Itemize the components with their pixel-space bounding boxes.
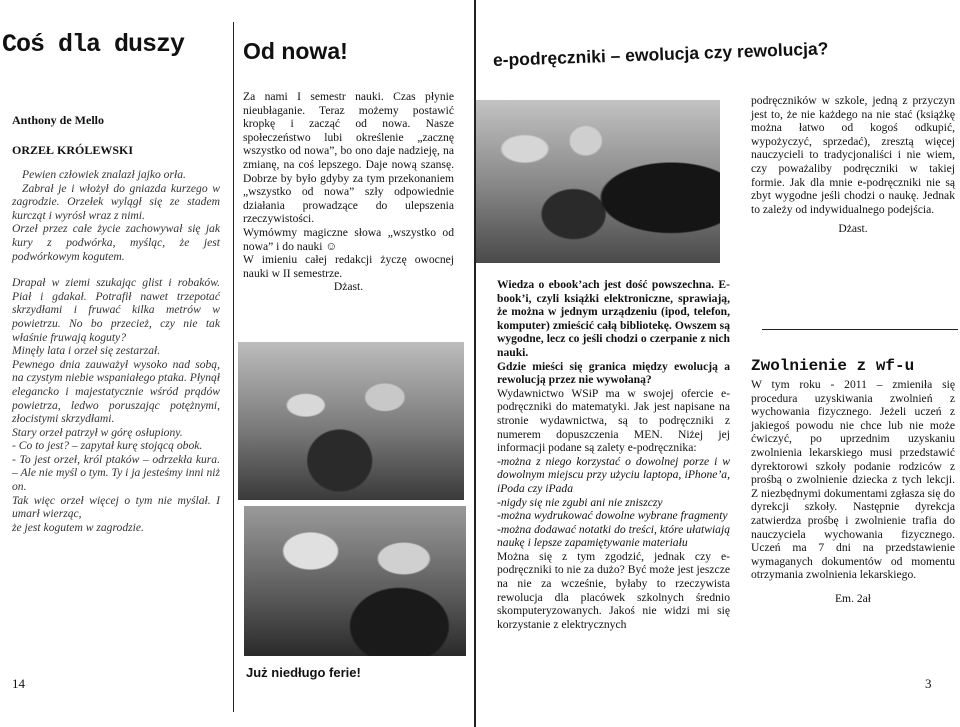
ebook-paragraph: podręczników w szkole, jedną z przyczyn jest to, że nie każdego na nie stać (książkę można łatwo od kogoś odkupić, wypożyczyć, sprzedać), zresztą więcej nauczycieli to tradycjonaliści i nie wiem, czy poważaliby podręczniki w takiej formie. Jak dla mnie e-podręczniki nie są zbyt wygodne jeśli chodzi o naukę. Jednak to zależy od indywidualnego podejścia.: [751, 94, 955, 216]
right-page-number: 3: [925, 676, 932, 691]
section-rule: [762, 329, 958, 330]
ebook-paragraph: Wydawnictwo WSiP ma w swojej ofercie e-podręczniki do matematyki. Jak jest napisane na stronie wydawnictwa, są to podręczniki z numerem dopuszczenia MEN. Niżej jej informacji podane są zalety e-podręcznika:: [497, 386, 730, 455]
poem-text: [12, 168, 220, 534]
wf-section-header: Zwolnienie z wf-u: [751, 357, 915, 375]
poem-line: - Co to jest? – zapytał kurę stojącą obok.: [12, 439, 203, 453]
poem-line: Stary orzeł patrzył w górę osłupiony.: [12, 425, 183, 439]
poem-line: Pewnego dnia zauważył wysoko nad sobą, na czystym niebie wspaniałego ptaka. Płynął elegancko i majestatycznie wśród prądów powietrza, ledwo poruszając potężnymi, złocistymi skrzydłami.: [12, 357, 221, 426]
poem-line: Pewien człowiek znalazł jajko orła.: [22, 168, 186, 181]
left-section-header: Coś dla duszy: [2, 30, 185, 59]
wf-paragraph: W tym roku - 2011 – zmieniła się procedura uzyskiwania zwolnień z wychowania fizycznego. Jeżeli uczeń z jakiegoś powodu nie chce lub nie może ćwiczyć, po uprzednim uzyskaniu zwolnienia lekarskiego musi przedstawić dyrektorowi szkoły podanie rodziców z prośbą o zwolnienie dziecka z tych lekcji. Z niezbędnymi dokumentami zgłasza się do dyrekcji szkoły. Następnie dyrekcja zatwierdza prośbę i zwolnienie trafia do nauczyciela wychowania fizycznego. Uczeń ma 7 dni na przedstawienie wymaganych dokumentów od momentu otrzymania zwolnienia lekarskiego.: [751, 378, 955, 582]
ebook-advantage: -można dodawać notatki do treści, które ułatwiają naukę i lepsze zapamiętywanie materiału: [497, 522, 730, 550]
right-section-header: e-podręczniki – ewolucja czy rewolucja?: [492, 38, 829, 70]
ebook-signature: Dżast.: [838, 222, 868, 236]
editorial-paragraph: Za nami I semestr nauki. Czas płynie nieubłaganie. Teraz możemy postawić kropkę i zacząć od nowa. Nasze społeczeństwo lubi określenie „zacznę wszystko od nowa”, bo ono daje nadzieję, na zmianę, na coś lepszego. Daje nową szansę. Dobrze by było gdyby za tym przekonaniem „wszystko od nowa” szły odpowiednie działania prowadzące do ulepszenia rzeczywistości.: [243, 90, 454, 226]
left-page-number: 14: [12, 676, 25, 691]
editorial-paragraph: W imieniu całej redakcji życzę owocnej nauki w II semestrze.: [243, 253, 454, 280]
ebook-article-col2: [751, 94, 955, 236]
poem-line: Minęły lata i orzeł się zestarzał.: [12, 344, 161, 358]
editorial-text: [243, 90, 454, 294]
editorial-paragraph: Wymówmy magiczne słowa „wszystko od nowa” i do nauki ☺: [243, 225, 454, 253]
ebook-advantage: -nigdy się nie zgubi ani nie zniszczy: [497, 495, 663, 509]
ebook-paragraph: Można się z tym zgodzić, jednak czy e-podręczniki to nie za dużo? Być może jest jeszcze na nie za wcześnie, byłaby to rzeczywista rewolucja dla placówek szkolnych średnio skomputeryzowanych. Jakoś nie widzi mi się korzystanie z elektrycznych: [497, 549, 730, 631]
poem-title: ORZEŁ KRÓLEWSKI: [12, 143, 134, 157]
poem-author: Anthony de Mello: [12, 113, 105, 127]
editorial-signature: Dżast.: [333, 280, 364, 294]
photo-caption: Już niedługo ferie!: [246, 665, 361, 680]
poem-line: Orzeł przez całe życie zachowywał się jak kury z podwórka, myśląc, że jest podwórkowym kogutem.: [12, 222, 220, 263]
poem-line: Drapał w ziemi szukając glist i robaków. Piał i gdakał. Potrafił nawet trzepotać skrzydłami i fruwać kilka metrów w powietrzu. No bo przecież, czy nie tak właśnie fruwają koguty?: [12, 276, 220, 344]
ebook-intro: Wiedza o ebook’ach jest dość powszechna. E-book’i, czyli książki elektroniczne, sprawiają, że można w jednym urządzeniu (ipod, telefon, komputer) zmieścić całą bibliotekę. Owszem są wygodne, lecz co jeśli chodzi o czerpanie z nich nauki.: [497, 278, 730, 359]
middle-section-header: Od nowa!: [243, 38, 348, 64]
students-photo: [244, 506, 466, 656]
column-divider-left: [233, 22, 234, 712]
classroom-photo: [238, 342, 464, 500]
wf-article: [751, 378, 955, 606]
ebook-advantage: -można z niego korzystać o dowolnej porze i w dowolnym miejscu przy użyciu laptopa, iPhone’a, iPoda czy iPada: [497, 454, 730, 495]
poem-line: Zabrał je i włożył do gniazda kurzego w zagrodzie. Orzełek wylągł się ze stadem kurcząt i wyrósł wraz z nimi.: [12, 181, 220, 222]
ebook-advantage: -można wydrukować dowolne wybrane fragmenty: [497, 509, 728, 523]
poem-line: Tak więc orzeł więcej o tym nie myślał. I umarł wierząc,: [12, 493, 220, 521]
ebook-article-col1: [497, 278, 730, 631]
wf-signature: Em. 2ał: [834, 591, 872, 605]
ebook-question: Gdzie mieści się granica między ewolucją a rewolucją przez nie wywołaną?: [497, 359, 730, 387]
poem-line: - To jest orzeł, król ptaków – odrzekła kura. – Ale nie myśl o tym. Ty i ja jesteśmy inni niż on.: [12, 452, 220, 494]
poem-line: [12, 263, 220, 276]
poem-line: że jest kogutem w zagrodzie.: [12, 520, 144, 534]
ebook-class-photo: [476, 100, 720, 263]
